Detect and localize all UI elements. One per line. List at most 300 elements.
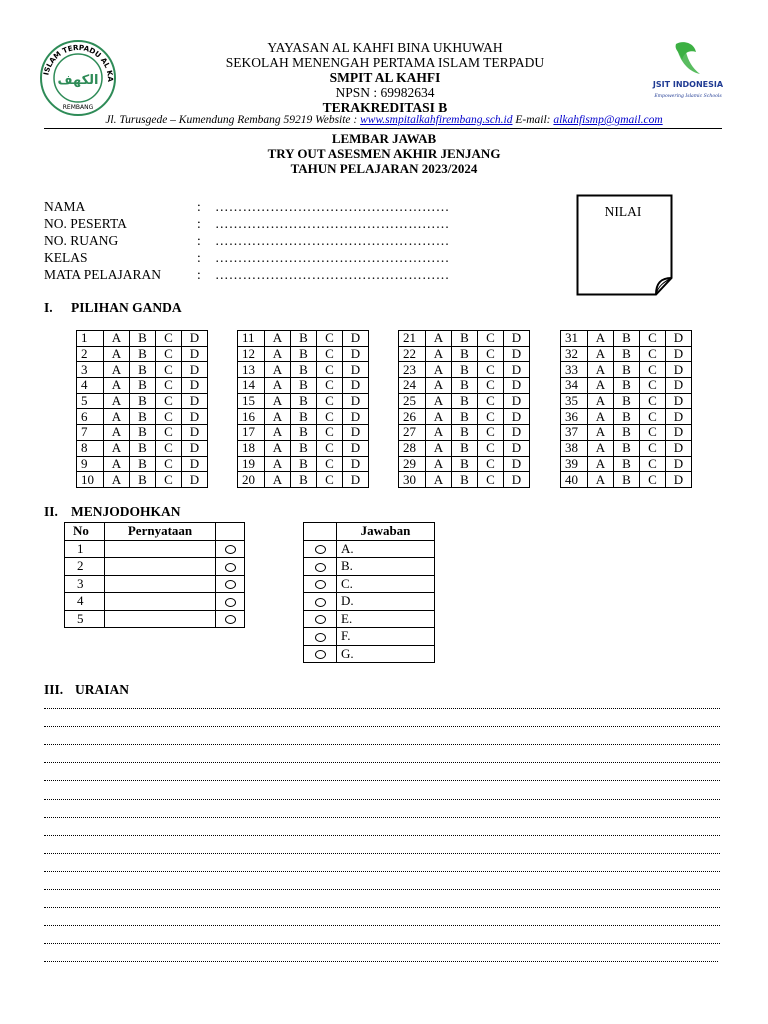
option-c[interactable]: C	[317, 362, 343, 378]
email-prefix: E-mail:	[512, 114, 554, 126]
statement-cell[interactable]	[105, 610, 216, 628]
question-number: 22	[399, 346, 426, 362]
option-c[interactable]: C	[640, 456, 666, 472]
option-d[interactable]: D	[182, 393, 208, 409]
statement-circle[interactable]	[216, 610, 245, 628]
identity-input-line[interactable]: ……………………………………………	[215, 199, 450, 214]
option-c[interactable]: C	[317, 440, 343, 456]
option-a[interactable]: A	[426, 393, 452, 409]
option-c[interactable]: C	[640, 409, 666, 425]
essay-answer-line[interactable]	[44, 925, 720, 926]
option-a[interactable]: A	[588, 456, 614, 472]
jsit-logo-name: JSIT INDONESIA	[652, 80, 724, 89]
option-d[interactable]: D	[182, 456, 208, 472]
question-number: 9	[77, 456, 104, 472]
option-b[interactable]: B	[130, 362, 156, 378]
option-b[interactable]: B	[130, 393, 156, 409]
mc-question-row	[561, 393, 692, 409]
option-c[interactable]: C	[156, 393, 182, 409]
mc-question-row	[77, 393, 208, 409]
option-d[interactable]: D	[343, 393, 369, 409]
option-d[interactable]: D	[666, 393, 692, 409]
essay-answer-line[interactable]	[44, 943, 720, 944]
question-number: 37	[561, 425, 588, 441]
circle-icon	[315, 580, 326, 589]
essay-answer-line[interactable]	[44, 871, 720, 872]
option-b[interactable]: B	[452, 331, 478, 347]
statement-row	[65, 610, 245, 628]
statement-circle[interactable]	[216, 593, 245, 611]
statement-cell[interactable]	[105, 575, 216, 593]
identity-label: MATA PELAJARAN	[44, 267, 162, 282]
option-a[interactable]: A	[265, 425, 291, 441]
academic-year: TAHUN PELAJARAN 2023/2024	[290, 161, 478, 176]
answer-circle[interactable]	[304, 558, 337, 576]
option-c[interactable]: C	[478, 472, 504, 488]
option-d[interactable]: D	[504, 440, 530, 456]
mc-question-row	[399, 378, 530, 394]
mc-question-row	[561, 331, 692, 347]
mc-block	[560, 330, 692, 488]
identity-colon: :	[197, 199, 201, 214]
score-label: NILAI	[604, 204, 642, 219]
essay-answer-line[interactable]	[44, 726, 720, 727]
option-a[interactable]: A	[426, 362, 452, 378]
option-b[interactable]: B	[614, 346, 640, 362]
question-number: 11	[238, 331, 265, 347]
option-c[interactable]: C	[478, 456, 504, 472]
identity-input-line[interactable]: ……………………………………………	[215, 216, 450, 231]
essay-answer-line[interactable]	[44, 762, 720, 763]
answer-option: D.	[337, 593, 435, 611]
answer-circle[interactable]	[304, 575, 337, 593]
option-b[interactable]: B	[614, 393, 640, 409]
mc-question-row	[399, 456, 530, 472]
option-a[interactable]: A	[104, 378, 130, 394]
option-b[interactable]: B	[291, 362, 317, 378]
essay-answer-line[interactable]	[44, 835, 720, 836]
option-c[interactable]: C	[478, 331, 504, 347]
option-d[interactable]: D	[343, 472, 369, 488]
question-number: 28	[399, 440, 426, 456]
option-a[interactable]: A	[265, 331, 291, 347]
option-d[interactable]: D	[182, 362, 208, 378]
option-d[interactable]: D	[666, 346, 692, 362]
option-a[interactable]: A	[104, 362, 130, 378]
option-a[interactable]: A	[426, 456, 452, 472]
option-a[interactable]: A	[104, 425, 130, 441]
statement-row	[65, 540, 245, 558]
answer-option: C.	[337, 575, 435, 593]
option-b[interactable]: B	[614, 440, 640, 456]
npsn: NPSN : 69982634	[335, 85, 435, 100]
section-1-title: PILIHAN GANDA	[71, 300, 182, 315]
option-b[interactable]: B	[130, 346, 156, 362]
section-3-number: III.	[44, 682, 64, 697]
option-a[interactable]: A	[588, 362, 614, 378]
identity-colon: :	[197, 267, 201, 282]
jsit-logo	[648, 38, 728, 104]
option-b[interactable]: B	[130, 440, 156, 456]
statement-row	[65, 575, 245, 593]
essay-answer-line[interactable]	[44, 889, 720, 890]
option-c[interactable]: C	[317, 378, 343, 394]
option-a[interactable]: A	[104, 346, 130, 362]
answer-circle[interactable]	[304, 628, 337, 646]
section-2-heading	[44, 504, 181, 520]
essay-answer-line[interactable]	[44, 780, 720, 781]
school-full-name: SEKOLAH MENENGAH PERTAMA ISLAM TERPADU	[225, 55, 545, 70]
mc-question-row	[238, 409, 369, 425]
option-c[interactable]: C	[640, 425, 666, 441]
option-d[interactable]: D	[182, 409, 208, 425]
section-2-number: II.	[44, 504, 58, 519]
option-c[interactable]: C	[478, 362, 504, 378]
option-a[interactable]: A	[265, 456, 291, 472]
option-c[interactable]: C	[640, 393, 666, 409]
circle-icon	[315, 563, 326, 572]
question-number: 27	[399, 425, 426, 441]
option-d[interactable]: D	[666, 425, 692, 441]
option-d[interactable]: D	[343, 409, 369, 425]
identity-row	[44, 249, 450, 266]
essay-answer-line[interactable]	[44, 907, 720, 908]
mc-question-row	[77, 440, 208, 456]
question-number: 23	[399, 362, 426, 378]
option-c[interactable]: C	[317, 346, 343, 362]
mc-question-row	[238, 472, 369, 488]
option-d[interactable]: D	[182, 472, 208, 488]
answer-circle[interactable]	[304, 540, 337, 558]
option-c[interactable]: C	[317, 331, 343, 347]
option-a[interactable]: A	[426, 409, 452, 425]
answer-circle[interactable]	[304, 645, 337, 663]
mc-question-row	[399, 393, 530, 409]
circle-icon	[225, 615, 236, 624]
option-a[interactable]: A	[426, 425, 452, 441]
question-number: 19	[238, 456, 265, 472]
option-a[interactable]: A	[265, 378, 291, 394]
question-number: 10	[77, 472, 104, 488]
address-text: Jl. Turusgede – Kumendung Rembang 59219 Website :	[105, 114, 361, 126]
option-b[interactable]: B	[291, 472, 317, 488]
essay-answer-line[interactable]	[44, 961, 718, 962]
mc-question-row	[77, 346, 208, 362]
question-number: 36	[561, 409, 588, 425]
identity-row	[44, 215, 450, 232]
option-a[interactable]: A	[426, 378, 452, 394]
option-b[interactable]: B	[452, 409, 478, 425]
option-d[interactable]: D	[666, 378, 692, 394]
identity-input-line[interactable]: ……………………………………………	[215, 267, 450, 282]
option-b[interactable]: B	[614, 456, 640, 472]
option-c[interactable]: C	[156, 346, 182, 362]
option-b[interactable]: B	[452, 425, 478, 441]
question-number: 25	[399, 393, 426, 409]
identity-colon: :	[197, 233, 201, 248]
option-d[interactable]: D	[666, 440, 692, 456]
option-d[interactable]: D	[343, 378, 369, 394]
essay-answer-line[interactable]	[44, 817, 720, 818]
circle-icon	[225, 545, 236, 554]
option-b[interactable]: B	[614, 362, 640, 378]
option-c[interactable]: C	[478, 425, 504, 441]
option-b[interactable]: B	[452, 456, 478, 472]
option-a[interactable]: A	[104, 472, 130, 488]
option-a[interactable]: A	[588, 346, 614, 362]
option-a[interactable]: A	[426, 440, 452, 456]
essay-answer-line[interactable]	[44, 799, 720, 800]
mc-question-row	[77, 409, 208, 425]
address-line	[0, 114, 768, 126]
statement-row	[65, 558, 245, 576]
question-number: 13	[238, 362, 265, 378]
option-c[interactable]: C	[640, 331, 666, 347]
question-number: 35	[561, 393, 588, 409]
option-d[interactable]: D	[182, 378, 208, 394]
option-a[interactable]: A	[104, 331, 130, 347]
option-a[interactable]: A	[588, 378, 614, 394]
answer-row	[304, 575, 435, 593]
option-b[interactable]: B	[614, 378, 640, 394]
option-d[interactable]: D	[504, 393, 530, 409]
option-a[interactable]: A	[588, 409, 614, 425]
option-d[interactable]: D	[666, 362, 692, 378]
option-d[interactable]: D	[182, 346, 208, 362]
option-d[interactable]: D	[504, 456, 530, 472]
option-d[interactable]: D	[182, 331, 208, 347]
identity-input-line[interactable]: ……………………………………………	[215, 233, 450, 248]
option-c[interactable]: C	[478, 393, 504, 409]
statement-number: 5	[65, 610, 105, 628]
school-short-name: SMPIT AL KAHFI	[329, 70, 441, 85]
option-b[interactable]: B	[130, 378, 156, 394]
email-link[interactable]: alkahfismp@gmail.com	[553, 114, 663, 126]
option-c[interactable]: C	[478, 409, 504, 425]
mc-question-row	[238, 440, 369, 456]
mc-question-row	[561, 425, 692, 441]
statement-cell[interactable]	[105, 593, 216, 611]
question-number: 34	[561, 378, 588, 394]
identity-input-line[interactable]: ……………………………………………	[215, 250, 450, 265]
mc-question-row	[77, 362, 208, 378]
option-d[interactable]: D	[343, 456, 369, 472]
option-d[interactable]: D	[343, 440, 369, 456]
mc-question-row	[77, 378, 208, 394]
option-a[interactable]: A	[588, 425, 614, 441]
answer-table	[303, 522, 435, 663]
option-b[interactable]: B	[452, 346, 478, 362]
option-d[interactable]: D	[504, 425, 530, 441]
option-b[interactable]: B	[452, 362, 478, 378]
section-1-heading	[44, 300, 182, 316]
question-number: 29	[399, 456, 426, 472]
option-b[interactable]: B	[291, 331, 317, 347]
option-b[interactable]: B	[614, 425, 640, 441]
accreditation: TERAKREDITASI B	[322, 100, 448, 115]
option-c[interactable]: C	[156, 362, 182, 378]
identity-label: KELAS	[44, 250, 88, 265]
option-c[interactable]: C	[156, 472, 182, 488]
option-d[interactable]: D	[504, 409, 530, 425]
option-d[interactable]: D	[504, 378, 530, 394]
option-b[interactable]: B	[291, 425, 317, 441]
option-b[interactable]: B	[291, 456, 317, 472]
essay-answer-line[interactable]	[44, 853, 720, 854]
option-a[interactable]: A	[104, 440, 130, 456]
option-d[interactable]: D	[182, 440, 208, 456]
option-b[interactable]: B	[291, 346, 317, 362]
answer-circle[interactable]	[304, 610, 337, 628]
option-a[interactable]: A	[588, 331, 614, 347]
option-c[interactable]: C	[317, 425, 343, 441]
option-c[interactable]: C	[640, 378, 666, 394]
option-c[interactable]: C	[156, 378, 182, 394]
mc-question-row	[561, 362, 692, 378]
mc-question-row	[561, 378, 692, 394]
option-a[interactable]: A	[426, 331, 452, 347]
mc-question-row	[238, 346, 369, 362]
option-b[interactable]: B	[291, 440, 317, 456]
option-a[interactable]: A	[104, 456, 130, 472]
statement-cell[interactable]	[105, 540, 216, 558]
answer-row	[304, 540, 435, 558]
statement-circle[interactable]	[216, 575, 245, 593]
option-c[interactable]: C	[478, 346, 504, 362]
statement-circle-header	[216, 523, 245, 541]
mc-question-row	[561, 472, 692, 488]
option-b[interactable]: B	[291, 393, 317, 409]
statement-number: 2	[65, 558, 105, 576]
option-d[interactable]: D	[504, 346, 530, 362]
question-number: 39	[561, 456, 588, 472]
mc-question-row	[238, 393, 369, 409]
option-c[interactable]: C	[156, 425, 182, 441]
option-a[interactable]: A	[265, 393, 291, 409]
option-c[interactable]: C	[640, 362, 666, 378]
option-d[interactable]: D	[343, 346, 369, 362]
identity-row	[44, 198, 450, 215]
option-d[interactable]: D	[666, 472, 692, 488]
option-b[interactable]: B	[130, 331, 156, 347]
option-b[interactable]: B	[130, 472, 156, 488]
option-a[interactable]: A	[265, 440, 291, 456]
question-number: 16	[238, 409, 265, 425]
option-d[interactable]: D	[504, 472, 530, 488]
option-a[interactable]: A	[588, 472, 614, 488]
question-number: 15	[238, 393, 265, 409]
option-b[interactable]: B	[130, 425, 156, 441]
option-c[interactable]: C	[478, 440, 504, 456]
option-c[interactable]: C	[156, 409, 182, 425]
option-c[interactable]: C	[640, 472, 666, 488]
statement-circle[interactable]	[216, 540, 245, 558]
option-b[interactable]: B	[130, 409, 156, 425]
answer-circle[interactable]	[304, 593, 337, 611]
identity-colon: :	[197, 250, 201, 265]
section-3-title: URAIAN	[75, 682, 129, 697]
option-b[interactable]: B	[614, 409, 640, 425]
option-a[interactable]: A	[265, 346, 291, 362]
mc-question-row	[399, 440, 530, 456]
option-a[interactable]: A	[588, 440, 614, 456]
statement-circle[interactable]	[216, 558, 245, 576]
option-b[interactable]: B	[452, 378, 478, 394]
question-number: 1	[77, 331, 104, 347]
option-d[interactable]: D	[343, 425, 369, 441]
option-d[interactable]: D	[504, 362, 530, 378]
option-d[interactable]: D	[182, 425, 208, 441]
option-c[interactable]: C	[478, 378, 504, 394]
website-link[interactable]: www.smpitalkahfirembang.sch.id	[360, 114, 513, 126]
statement-table	[64, 522, 245, 628]
option-d[interactable]: D	[666, 456, 692, 472]
option-a[interactable]: A	[588, 393, 614, 409]
essay-answer-line[interactable]	[44, 708, 720, 709]
essay-answer-line[interactable]	[44, 744, 720, 745]
option-b[interactable]: B	[614, 331, 640, 347]
foundation-name: YAYASAN AL KAHFI BINA UKHUWAH	[267, 40, 503, 55]
option-a[interactable]: A	[426, 346, 452, 362]
statement-cell[interactable]	[105, 558, 216, 576]
option-b[interactable]: B	[452, 440, 478, 456]
question-number: 33	[561, 362, 588, 378]
option-a[interactable]: A	[426, 472, 452, 488]
identity-row	[44, 232, 450, 249]
option-b[interactable]: B	[130, 456, 156, 472]
option-a[interactable]: A	[265, 472, 291, 488]
mc-question-row	[561, 456, 692, 472]
option-b[interactable]: B	[291, 409, 317, 425]
mc-question-row	[77, 456, 208, 472]
mc-question-row	[238, 425, 369, 441]
option-c[interactable]: C	[156, 456, 182, 472]
mc-question-row	[238, 362, 369, 378]
option-c[interactable]: C	[317, 472, 343, 488]
logo-ring-text: ISLAM TERPADU AL KA	[41, 42, 116, 83]
answer-circle-header	[304, 523, 337, 541]
option-a[interactable]: A	[104, 393, 130, 409]
question-number: 17	[238, 425, 265, 441]
option-d[interactable]: D	[666, 409, 692, 425]
option-a[interactable]: A	[265, 362, 291, 378]
option-c[interactable]: C	[317, 409, 343, 425]
option-d[interactable]: D	[343, 362, 369, 378]
option-d[interactable]: D	[343, 331, 369, 347]
mc-question-row	[399, 425, 530, 441]
option-b[interactable]: B	[614, 472, 640, 488]
option-b[interactable]: B	[452, 472, 478, 488]
option-c[interactable]: C	[317, 393, 343, 409]
logo-center-text: الكهف	[57, 73, 99, 88]
option-d[interactable]: D	[504, 331, 530, 347]
option-a[interactable]: A	[104, 409, 130, 425]
option-c[interactable]: C	[640, 440, 666, 456]
option-c[interactable]: C	[317, 456, 343, 472]
answer-option: G.	[337, 645, 435, 663]
option-a[interactable]: A	[265, 409, 291, 425]
option-c[interactable]: C	[640, 346, 666, 362]
mc-question-row	[238, 378, 369, 394]
mc-question-row	[561, 409, 692, 425]
option-c[interactable]: C	[156, 440, 182, 456]
option-b[interactable]: B	[452, 393, 478, 409]
option-b[interactable]: B	[291, 378, 317, 394]
header-divider	[44, 128, 722, 129]
logo-bottom-text: REMBANG	[62, 104, 94, 111]
option-d[interactable]: D	[666, 331, 692, 347]
option-c[interactable]: C	[156, 331, 182, 347]
